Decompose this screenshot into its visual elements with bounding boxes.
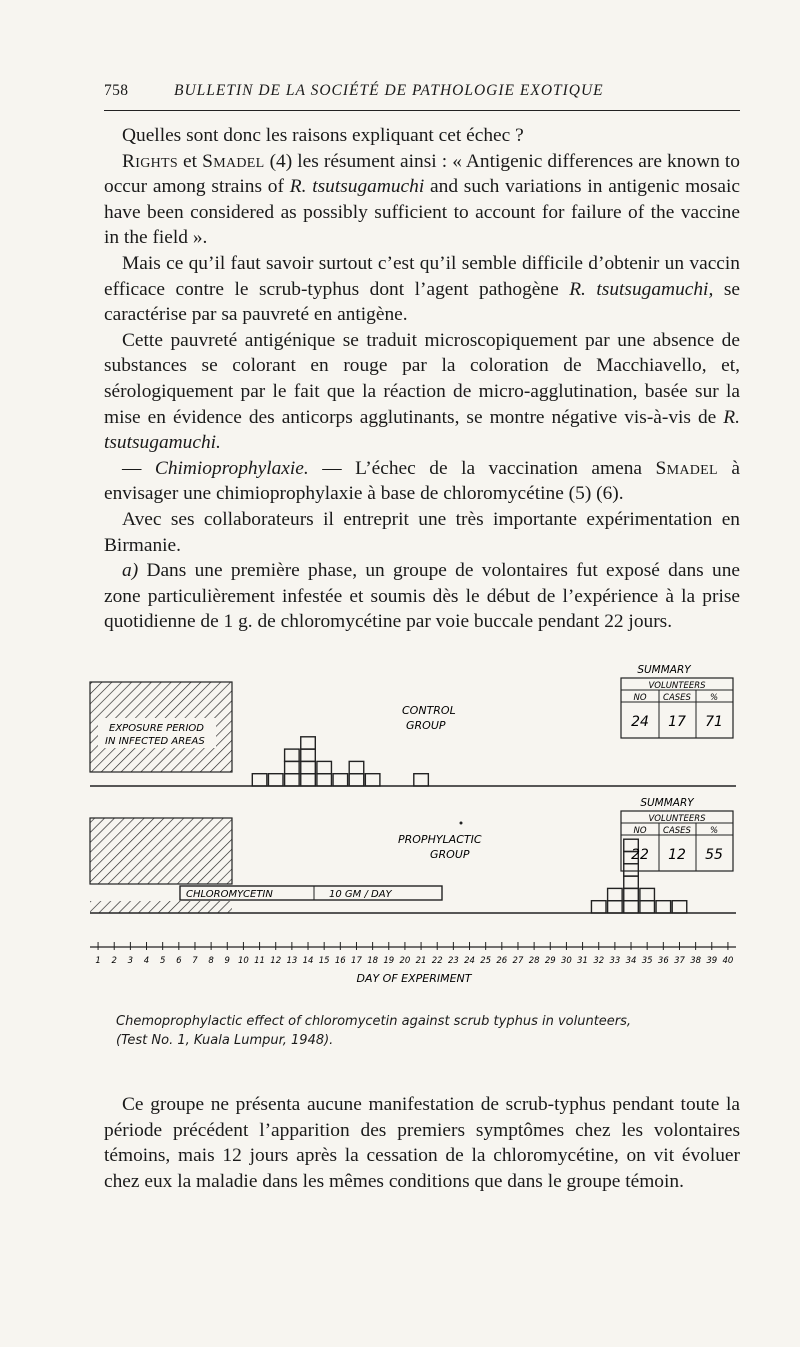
x-tick-label-36: 36 — [657, 956, 669, 966]
x-tick-label-39: 39 — [706, 956, 718, 966]
x-tick-label-19: 19 — [383, 956, 395, 966]
prophylactic-bar-day-34-case-2 — [624, 888, 639, 900]
p2-text-b: and such variations in antigenic mosaic have been considered as possibly sufficient to account for failure of the vaccine in the field ». — [104, 176, 740, 249]
control-bar-day-16-case-1 — [333, 774, 348, 786]
prophylactic-summary-h-pct: % — [709, 826, 719, 836]
figure-chemoprophylaxis — [84, 660, 740, 1005]
p2-species: R. tsutsugamuchi — [289, 176, 425, 198]
p4-text-a: Cette pauvreté antigénique se traduit microscopiquement par une absence de substances se colorant en rouge par la coloration de Macchiavello, et, sérologiquement par le fait que la réaction de micro-agglutination, basée sur la mise en évidence des anticorps agglutinants, se montre négative vis-à-vis de — [104, 329, 740, 428]
control-bar-day-15-case-1 — [317, 774, 332, 786]
p2-text-a: (4) les résument ainsi : « Antigenic differences are known to occur among strains of — [104, 150, 740, 198]
exposure-label-1: EXPOSURE PERIOD — [109, 723, 204, 734]
paragraph-6 — [104, 507, 740, 558]
prophylactic-bar-day-34-case-4 — [624, 864, 639, 876]
p5-author: Smadel — [655, 457, 718, 479]
caption-line-2: (Test No. 1, Kuala Lumpur, 1948). — [116, 1033, 334, 1048]
x-tick-label-38: 38 — [690, 956, 702, 966]
x-tick-label-25: 25 — [480, 956, 492, 966]
x-tick-label-17: 17 — [351, 956, 362, 966]
x-tick-label-21: 21 — [415, 956, 427, 966]
x-tick-label-9: 9 — [224, 956, 230, 966]
paragraph-4 — [104, 328, 740, 456]
control-summary-h-cases: CASES — [663, 693, 691, 703]
x-tick-label-35: 35 — [641, 956, 653, 966]
control-bar-day-14-case-2 — [301, 761, 316, 773]
x-tick-label-33: 33 — [609, 956, 621, 966]
paragraph-7 — [104, 558, 740, 635]
figure-caption — [116, 1012, 736, 1050]
control-bar-day-13-case-2 — [285, 761, 300, 773]
control-summary-v-pct: 71 — [705, 714, 723, 730]
x-axis-ticks — [95, 942, 733, 966]
prophylactic-dot — [460, 822, 463, 825]
x-tick-label-16: 16 — [334, 956, 346, 966]
p3-text-b: se caractérise par sa pauvreté en antigène. — [104, 278, 740, 326]
x-tick-label-29: 29 — [544, 956, 556, 966]
running-title: BULLETIN DE LA SOCIÉTÉ DE PATHOLOGIE EXOTIQUE — [174, 82, 604, 99]
p5-dash: — — [122, 457, 155, 479]
body-text-top — [104, 123, 740, 635]
control-bar-day-17-case-2 — [349, 761, 364, 773]
prophylactic-label-1: PROPHYLACTIC — [398, 833, 482, 846]
x-tick-label-28: 28 — [528, 956, 540, 966]
x-tick-label-3: 3 — [127, 956, 134, 966]
x-tick-label-23: 23 — [447, 956, 459, 966]
prophylactic-summary-v-pct: 55 — [705, 847, 723, 863]
x-tick-label-37: 37 — [674, 956, 685, 966]
p7-text: Dans une première phase, un groupe de volontaires fut exposé dans une zone particulièrement infestée et soumis dès le début de l’expérience à la prise quotidienne de 1 g. de chloromycétine par voie buccale pendant 22 jours. — [104, 560, 740, 633]
prophylactic-exposure-hatch — [90, 818, 232, 884]
x-tick-label-40: 40 — [722, 956, 734, 966]
caption-line-1: Chemoprophylactic effect of chloromycetin against scrub typhus in volunteers, — [116, 1014, 632, 1029]
control-summary-h-pct: % — [709, 693, 719, 703]
x-tick-label-34: 34 — [625, 956, 637, 966]
paragraph-3 — [104, 251, 740, 328]
p5-text-a: — L’échec de la vaccination amena — [308, 457, 656, 479]
p3-species: R. tsutsugamuchi, — [569, 278, 714, 300]
x-tick-label-26: 26 — [496, 956, 508, 966]
p8-text: Ce groupe ne présenta aucune manifestation de scrub-typhus pendant toute la période précédent l’apparition des premiers symptômes chez les volontaires témoins, mais 12 jours après la cessation de la chloromycétine, on vit évoluer chez eux la maladie dans les mêmes conditions que dans le groupe témoin. — [104, 1094, 740, 1192]
control-bar-day-14-case-4 — [301, 737, 316, 749]
author-smadel: Smadel — [202, 150, 265, 172]
prophylactic-bar-day-37-case-1 — [672, 901, 687, 913]
control-bar-day-17-case-1 — [349, 774, 364, 786]
control-bar-day-13-case-3 — [285, 749, 300, 761]
p4-species: R. tsutsugamuchi. — [104, 406, 740, 454]
figure-svg — [84, 660, 740, 1005]
control-bar-day-12-case-1 — [268, 774, 283, 786]
x-tick-label-10: 10 — [238, 956, 249, 966]
prophylactic-summary-v-cases: 12 — [668, 847, 686, 863]
prophylactic-summary-h-cases: CASES — [663, 826, 691, 836]
x-tick-label-24: 24 — [464, 956, 475, 966]
x-tick-label-15: 15 — [318, 956, 330, 966]
control-label-2: GROUP — [406, 719, 446, 732]
x-tick-label-7: 7 — [192, 956, 198, 966]
control-bar-day-15-case-2 — [317, 761, 332, 773]
control-summary-subtitle: VOLUNTEERS — [648, 681, 706, 691]
control-bar-day-11-case-1 — [252, 774, 267, 786]
control-bar-day-14-case-3 — [301, 749, 316, 761]
control-summary-title: SUMMARY — [637, 664, 691, 676]
p5-heading: Chimioprophylaxie. — [154, 457, 309, 479]
p5-text-b: à envisager une chimioprophylaxie à base de chloromycétine (5) (6). — [104, 457, 740, 505]
x-tick-label-13: 13 — [286, 956, 298, 966]
chloro-label: CHLOROMYCETIN — [186, 889, 273, 900]
x-tick-label-32: 32 — [593, 956, 605, 966]
x-tick-label-6: 6 — [176, 956, 182, 966]
x-axis-label: DAY OF EXPERIMENT — [356, 972, 472, 985]
prophylactic-bar-day-35-case-1 — [640, 901, 655, 913]
control-bars — [252, 737, 428, 786]
prophylactic-summary-title: SUMMARY — [640, 797, 694, 809]
p6-text: Avec ses collaborateurs il entreprit une très importante expérimentation en Birmanie. — [104, 508, 740, 556]
running-header — [104, 80, 740, 111]
paragraph-5 — [104, 456, 740, 507]
dose-label: 10 GM / DAY — [329, 889, 392, 900]
paragraph-8 — [104, 1092, 740, 1194]
author-rights: Rights — [122, 150, 178, 172]
p3-text-a: Mais ce qu’il faut savoir surtout c’est qu’il semble difficile d’obtenir un vaccin efficace contre le scrub-typhus dont l’agent pathogène — [104, 252, 740, 300]
prophylactic-bar-day-33-case-1 — [608, 901, 623, 913]
x-tick-label-5: 5 — [159, 956, 166, 966]
prophylactic-bar-day-34-case-3 — [624, 876, 639, 888]
prophylactic-summary-subtitle: VOLUNTEERS — [648, 814, 706, 824]
control-summary-v-no: 24 — [631, 714, 649, 730]
body-text-bottom — [104, 1092, 740, 1194]
page-number: 758 — [104, 82, 129, 99]
paragraph-1 — [104, 123, 740, 149]
prophylactic-label-2: GROUP — [430, 848, 470, 861]
x-tick-label-27: 27 — [512, 956, 524, 966]
p2-et: et — [177, 150, 203, 172]
control-summary-h-no: NO — [633, 693, 647, 703]
x-tick-label-14: 14 — [302, 956, 314, 966]
x-tick-label-20: 20 — [399, 956, 411, 966]
x-tick-label-8: 8 — [208, 956, 214, 966]
prophylactic-bar-day-34-case-1 — [624, 901, 639, 913]
chloromycetin-hatch-tail — [90, 901, 232, 913]
x-tick-label-12: 12 — [270, 956, 282, 966]
x-tick-label-4: 4 — [143, 956, 150, 966]
prophylactic-summary-h-no: NO — [633, 826, 647, 836]
control-bar-day-18-case-1 — [365, 774, 380, 786]
prophylactic-bar-day-32-case-1 — [591, 901, 606, 913]
control-bar-day-13-case-1 — [285, 774, 300, 786]
x-tick-label-11: 11 — [254, 956, 265, 966]
x-tick-label-2: 2 — [111, 956, 117, 966]
paragraph-2 — [104, 149, 740, 251]
exposure-label-2: IN INFECTED AREAS — [105, 736, 205, 747]
prophylactic-bar-day-36-case-1 — [656, 901, 671, 913]
x-tick-label-31: 31 — [577, 956, 588, 966]
control-bar-day-14-case-1 — [301, 774, 316, 786]
x-tick-label-22: 22 — [431, 956, 443, 966]
x-tick-label-18: 18 — [367, 956, 379, 966]
control-bar-day-21-case-1 — [414, 774, 429, 786]
prophylactic-bar-day-33-case-2 — [608, 888, 623, 900]
prophylactic-bar-day-35-case-2 — [640, 888, 655, 900]
control-label-1: CONTROL — [402, 704, 456, 717]
prophylactic-summary-v-no: 22 — [631, 847, 649, 863]
x-tick-label-1: 1 — [95, 956, 101, 966]
control-summary-v-cases: 17 — [668, 714, 686, 730]
x-tick-label-30: 30 — [561, 956, 572, 966]
p7-label: a) — [122, 560, 139, 582]
paragraph-1-text: Quelles sont donc les raisons expliquant cet échec ? — [122, 125, 524, 146]
